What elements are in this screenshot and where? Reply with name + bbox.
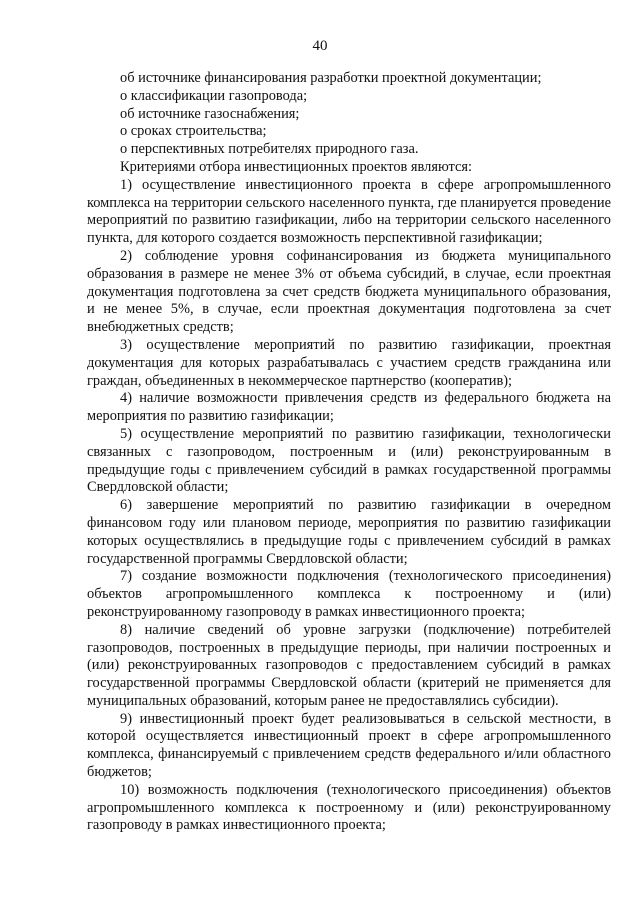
paragraph-construction-terms: о сроках строительства; — [120, 123, 267, 140]
criterion-10: 10) возможность подключения (технологического присоединения) объектов агропромышленного комплекса к построенному и (или) реконструированному газопроводу в рамках инвестиционного проекта; — [87, 781, 611, 834]
paragraph-financing-source: об источнике финансирования разработки проектной документации; — [120, 70, 542, 86]
paragraph-criteria-intro: Критериями отбора инвестиционных проектов являются: — [120, 158, 472, 175]
page-number: 40 — [312, 38, 328, 54]
criterion-3: 3) осуществление мероприятий по развитию газификации, проектная документация для которых разрабатывалась с участием средств гражданина или граждан, объединенных в некоммерческое партнерство (кооператив); — [87, 336, 611, 389]
criterion-1: 1) осуществление инвестиционного проекта в сфере агропромышленного комплекса на территории сельского населенного пункта, где планируется проведение мероприятий по развитию газификации, либо на территории сельского населенного пункта, для которого создается возможность перспективной газификации; — [87, 176, 611, 247]
criterion-4: 4) наличие возможности привлечения средств из федерального бюджета на мероприятия по развитию газификации; — [87, 390, 611, 425]
criterion-8: 8) наличие сведений об уровне загрузки (подключение) потребителей газопроводов, построенных в предыдущие периоды, при наличии построенных и (или) реконструированных газопроводов с предоставлением субсидий в рамках государственной программы Свердловской области (критерий не применяется для муниципальных образований, которым ранее не предоставлялись субсидии). — [87, 621, 611, 709]
criterion-7: 7) создание возможности подключения (технологического присоединения) объектов агропромышленного комплекса к построенному и (или) реконструированному газопроводу в рамках инвестиционного проекта; — [87, 568, 611, 620]
criterion-6: 6) завершение мероприятий по развитию газификации в очередном финансовом году или плановом периоде, мероприятия по развитию газификации которых осуществлялись в предыдущие годы с привлечением субсидий в рамках государственной программы Свердловской области; — [87, 497, 611, 567]
criterion-2: 2) соблюдение уровня софинансирования из бюджета муниципального образования в размере не менее 3% от объема субсидий, в случае, если проектная документация подготовлена за счет средств бюджета муниципального образования, и не менее 5%, в случае, если проектная документация подготовлена за счет внебюджетных средств; — [87, 247, 611, 336]
paragraph-pipeline-class: о классификации газопровода; — [120, 87, 308, 104]
paragraph-prospective-consumers: о перспективных потребителях природного газа. — [120, 141, 419, 158]
document-body — [87, 70, 611, 835]
criterion-9: 9) инвестиционный проект будет реализовываться в сельской местности, в которой осуществляется инвестиционный проект в сфере агропромышленного комплекса, финансируемый с привлечением средств федерального и/или областного бюджетов; — [87, 710, 611, 781]
paragraph-gas-source: об источнике газоснабжения; — [120, 105, 300, 122]
criterion-5: 5) осуществление мероприятий по развитию газификации, технологически связанных с газопроводом, построенным и (или) реконструированным в предыдущие годы с привлечением субсидий в рамках государственной программы Свердловской области; — [87, 425, 611, 496]
